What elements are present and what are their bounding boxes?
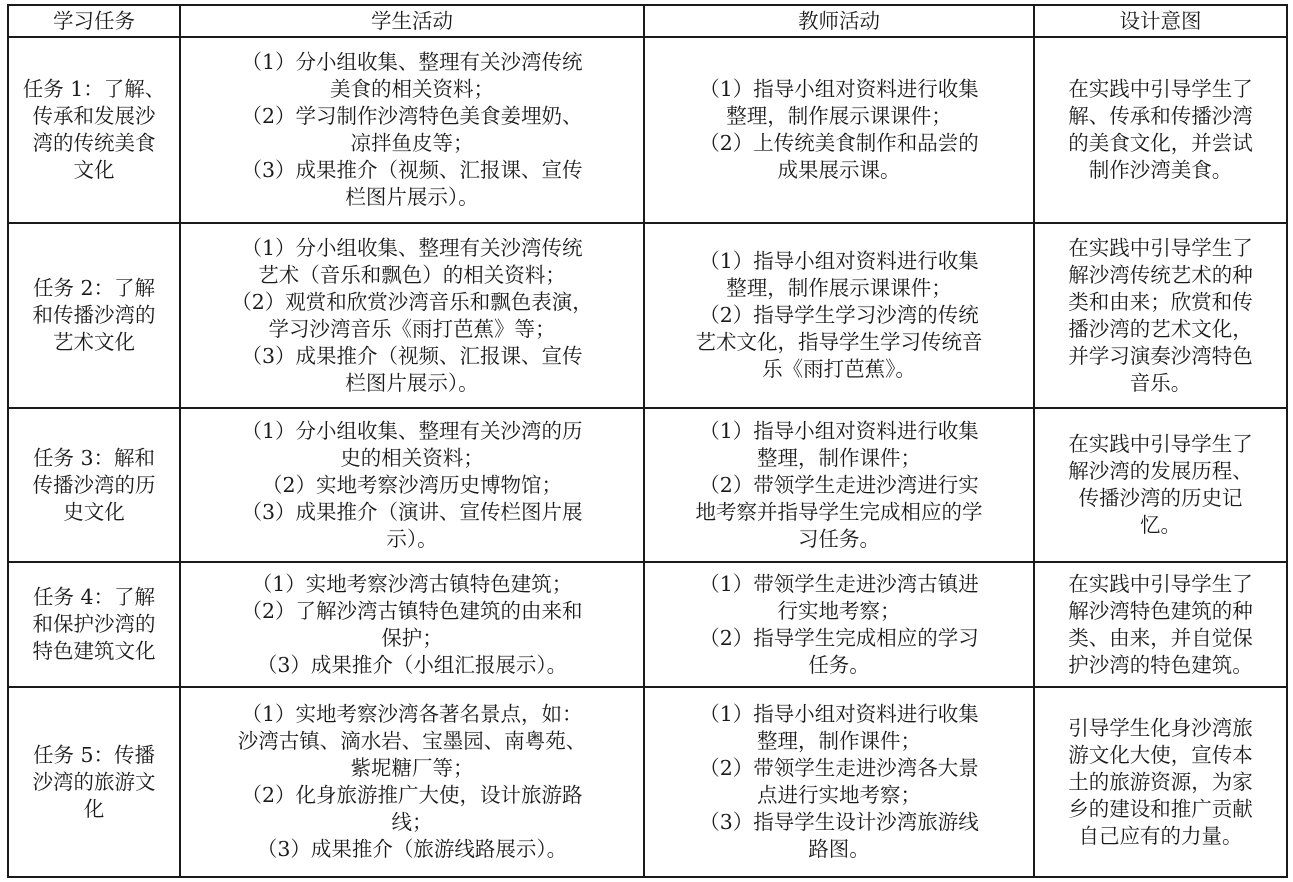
- teacher-activity-cell: （1）指导小组对资料进行收集 整理，制作课件； （2）带领学生走进沙湾各大景 点进行实地考察； （3）指导学生设计沙湾旅游线 路图。: [644, 687, 1034, 877]
- table-row: [8, 562, 1287, 687]
- header-teacher-activity: 教师活动: [644, 5, 1034, 37]
- table-row: [8, 687, 1287, 877]
- student-activity-cell: （1）分小组收集、整理有关沙湾传统 美食的相关资料； （2）学习制作沙湾特色美食姜埋奶、 凉拌鱼皮等； （3）成果推介（视频、汇报课、宣传 栏图片展示）。: [180, 37, 644, 223]
- teacher-activity-cell: （1）指导小组对资料进行收集 整理，制作课件； （2）带领学生走进沙湾进行实 地考察并指导学生完成相应的学 习任务。: [644, 408, 1034, 562]
- student-activity-cell: （1）分小组收集、整理有关沙湾的历 史的相关资料； （2）实地考察沙湾历史博物馆； （3）成果推介（演讲、宣传栏图片展 示）。: [180, 408, 644, 562]
- student-activity-cell: （1）实地考察沙湾各著名景点，如： 沙湾古镇、滴水岩、宝墨园、南粤苑、 紫坭糖厂等； （2）化身旅游推广大使，设计旅游路 线； （3）成果推介（旅游线路展示）。: [180, 687, 644, 877]
- table-row: [8, 223, 1287, 408]
- design-intent-cell: 在实践中引导学生了 解沙湾特色建筑的种 类、由来，并自觉保 护沙湾的特色建筑。: [1034, 562, 1287, 687]
- table-row: [8, 408, 1287, 562]
- teacher-activity-cell: （1）指导小组对资料进行收集 整理，制作展示课课件； （2）上传统美食制作和品尝的 成果展示课。: [644, 37, 1034, 223]
- teacher-activity-cell: （1）指导小组对资料进行收集 整理，制作展示课课件； （2）指导学生学习沙湾的传统 艺术文化，指导学生学习传统音 乐《雨打芭蕉》。: [644, 223, 1034, 408]
- teacher-activity-cell: （1）带领学生走进沙湾古镇进 行实地考察； （2）指导学生完成相应的学习 任务。: [644, 562, 1034, 687]
- task-cell: 任务 4：了解 和保护沙湾的 特色建筑文化: [8, 562, 180, 687]
- header-task: 学习任务: [8, 5, 180, 37]
- header-student-activity: 学生活动: [180, 5, 644, 37]
- activity-plan-table: [7, 4, 1288, 878]
- task-cell: 任务 1：了解、 传承和发展沙 湾的传统美食 文化: [8, 37, 180, 223]
- task-cell: 任务 5：传播 沙湾的旅游文 化: [8, 687, 180, 877]
- task-cell: 任务 2：了解 和传播沙湾的 艺术文化: [8, 223, 180, 408]
- student-activity-cell: （1）实地考察沙湾古镇特色建筑； （2）了解沙湾古镇特色建筑的由来和 保护； （3）成果推介（小组汇报展示）。: [180, 562, 644, 687]
- design-intent-cell: 在实践中引导学生了 解沙湾传统艺术的种 类和由来；欣赏和传 播沙湾的艺术文化， 并学习演奏沙湾特色 音乐。: [1034, 223, 1287, 408]
- design-intent-cell: 引导学生化身沙湾旅 游文化大使，宣传本 土的旅游资源，为家 乡的建设和推广贡献 自己应有的力量。: [1034, 687, 1287, 877]
- design-intent-cell: 在实践中引导学生了 解沙湾的发展历程、 传播沙湾的历史记 忆。: [1034, 408, 1287, 562]
- header-design-intent: 设计意图: [1034, 5, 1287, 37]
- task-cell: 任务 3：解和 传播沙湾的历 史文化: [8, 408, 180, 562]
- student-activity-cell: （1）分小组收集、整理有关沙湾传统 艺术（音乐和飘色）的相关资料； （2）观赏和欣赏沙湾音乐和飘色表演， 学习沙湾音乐《雨打芭蕉》等； （3）成果推介（视频、汇报课、宣传 栏图片展示）。: [180, 223, 644, 408]
- table-row: [8, 37, 1287, 223]
- design-intent-cell: 在实践中引导学生了 解、传承和传播沙湾 的美食文化，并尝试 制作沙湾美食。: [1034, 37, 1287, 223]
- header-row: [8, 5, 1287, 37]
